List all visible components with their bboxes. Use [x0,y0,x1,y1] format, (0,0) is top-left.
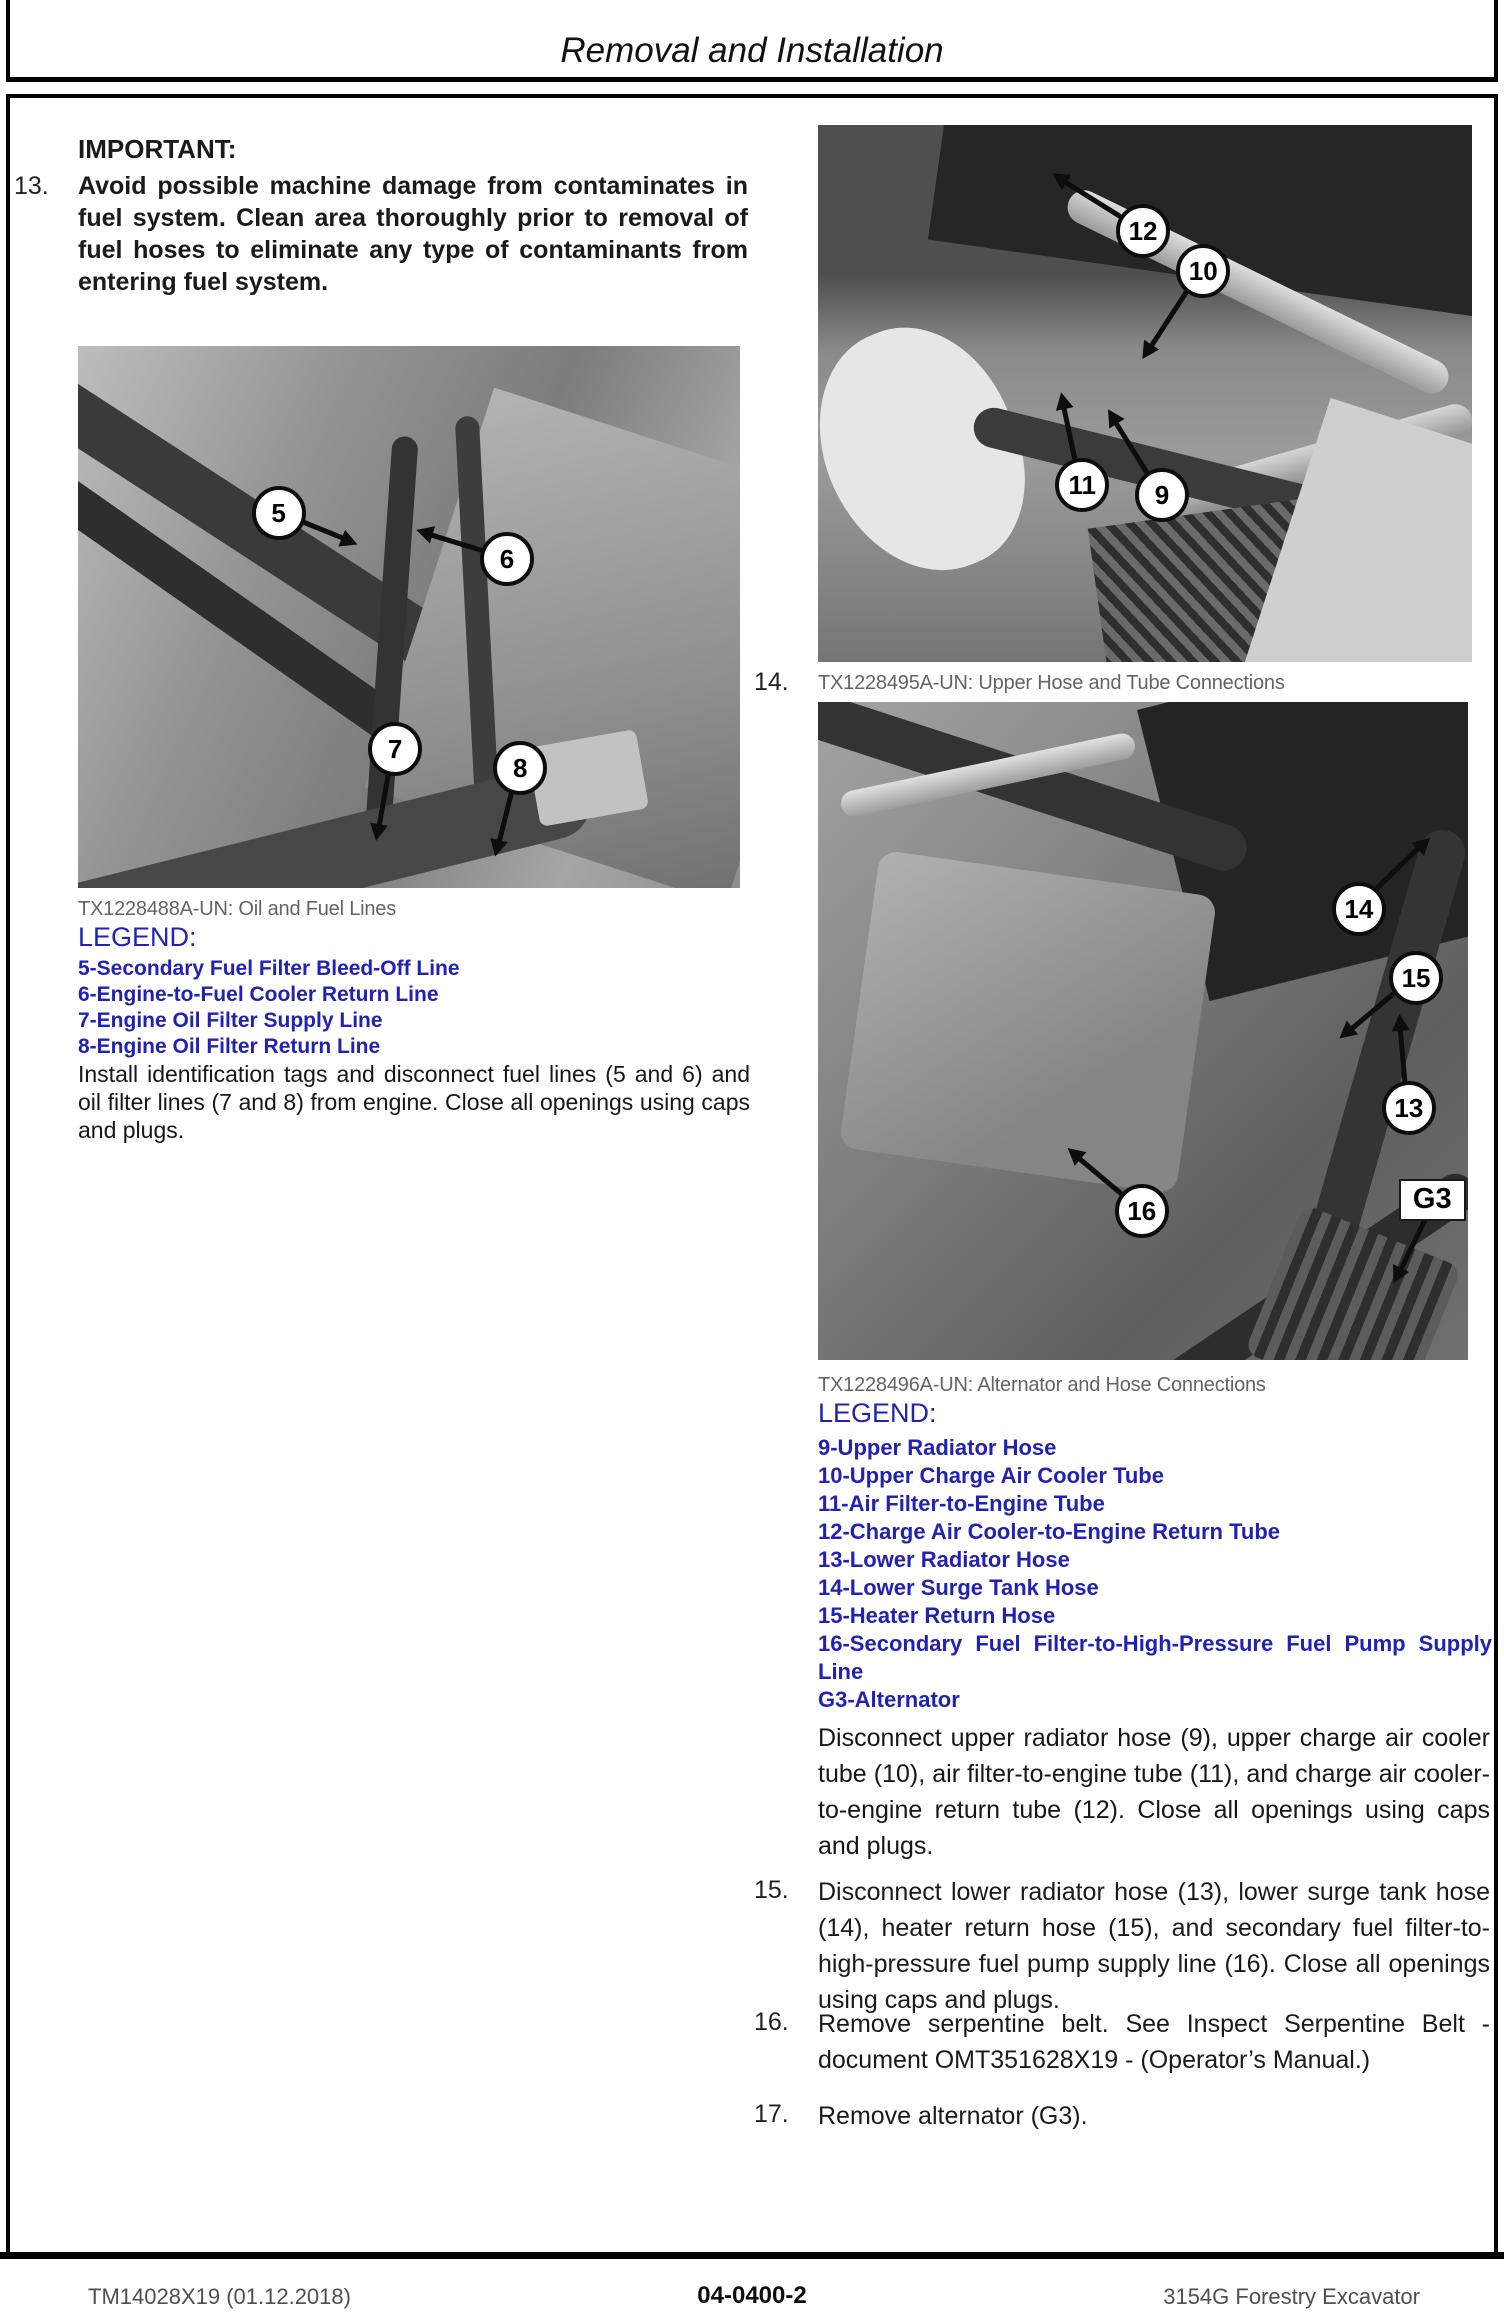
legend-item: 7-Engine Oil Filter Supply Line [78,1009,383,1032]
callout-9: 9 [1135,468,1189,522]
legend-item: 11-Air Filter-to-Engine Tube [818,1491,1105,1516]
step-17-number: 17. [754,2100,789,2128]
frame-shape [928,125,1472,329]
footer-model-name: 3154G Forestry Excavator [1163,2284,1420,2309]
figure-3-photo [818,702,1468,1360]
legend-item: 13-Lower Radiator Hose [818,1547,1070,1572]
callout-5: 5 [252,486,306,540]
legend-item: 12-Charge Air Cooler-to-Engine Return Tube [818,1519,1281,1544]
legend-item: 10-Upper Charge Air Cooler Tube [818,1463,1164,1488]
callout-g3-label: G3 [1399,1179,1466,1221]
figure-3-legend-label: LEGEND: [818,1398,937,1428]
legend-item: 9-Upper Radiator Hose [818,1435,1057,1460]
figure-1-legend-label: LEGEND: [78,922,197,952]
legend-item: 6-Engine-to-Fuel Cooler Return Line [78,983,439,1006]
legend-item: 14-Lower Surge Tank Hose [818,1575,1099,1600]
figure-3-body-text: Disconnect upper radiator hose (9), upper charge air cooler tube (10), air filter-to-engine tube (11), and charge air cooler-to-engine return tube (12). Close all openings using caps and plugs. [818,1724,1490,1860]
footer-rule [0,2252,1504,2259]
step-13-text: Avoid possible machine damage from contaminates in fuel system. Clean area thoroughly prior to removal of fuel hoses to eliminate any type of contaminants from entering fuel system. [78,172,748,296]
step-16-number: 16. [754,2008,789,2036]
legend-item: 16-Secondary Fuel Filter-to-High-Pressure Fuel Pump Supply Line [818,1631,1492,1684]
callout-14: 14 [1332,882,1386,936]
header-box [6,0,1498,82]
figure-1-photo [78,346,740,888]
legend-item: 15-Heater Return Hose [818,1603,1056,1628]
callout-15: 15 [1389,951,1443,1005]
figure-3-caption: TX1228496A-UN: Alternator and Hose Connections [818,1374,1266,1396]
important-label: IMPORTANT: [78,134,237,164]
step-15-text: Disconnect lower radiator hose (13), lower surge tank hose (14), heater return hose (15), and secondary fuel filter-to-high-pressure fuel pump supply line (16). Close all openings using caps and plugs. [818,1878,1490,2014]
callout-13: 13 [1382,1081,1436,1135]
footer-document-number: TM14028X19 (01.12.2018) [88,2284,351,2309]
callout-10: 10 [1176,244,1230,298]
legend-item: 8-Engine Oil Filter Return Line [78,1035,381,1058]
figure-3-legend-list [818,1434,1492,1714]
step-14-number: 14. [754,668,789,696]
figure-1-caption: TX1228488A-UN: Oil and Fuel Lines [78,898,397,920]
callout-11: 11 [1055,458,1109,512]
figure-1-body-text: Install identification tags and disconnect fuel lines (5 and 6) and oil filter lines (7 and 8) from engine. Close all openings using caps and plugs. [78,1061,750,1143]
footer-page-number: 04-0400-2 [697,2282,807,2309]
callout-12: 12 [1116,204,1170,258]
step-15-number: 15. [754,1876,789,1904]
callout-16: 16 [1115,1184,1169,1238]
figure-2-caption: TX1228495A-UN: Upper Hose and Tube Connections [818,672,1285,694]
engine-part-shape [839,850,1217,1194]
figure-1-legend-list [78,956,460,1060]
callout-8: 8 [493,741,547,795]
step-17-text: Remove alternator (G3). [818,2102,1088,2130]
legend-item: G3-Alternator [818,1687,960,1712]
step-16-text: Remove serpentine belt. See Inspect Serpentine Belt - document OMT351628X19 - (Operator’s Manual.) [818,2010,1490,2074]
step-13-number: 13. [14,172,49,200]
page-title: Removal and Installation [560,31,944,70]
callout-7: 7 [368,722,422,776]
figure-2-photo [818,125,1472,662]
legend-item: 5-Secondary Fuel Filter Bleed-Off Line [78,957,460,980]
callout-6: 6 [480,532,534,586]
